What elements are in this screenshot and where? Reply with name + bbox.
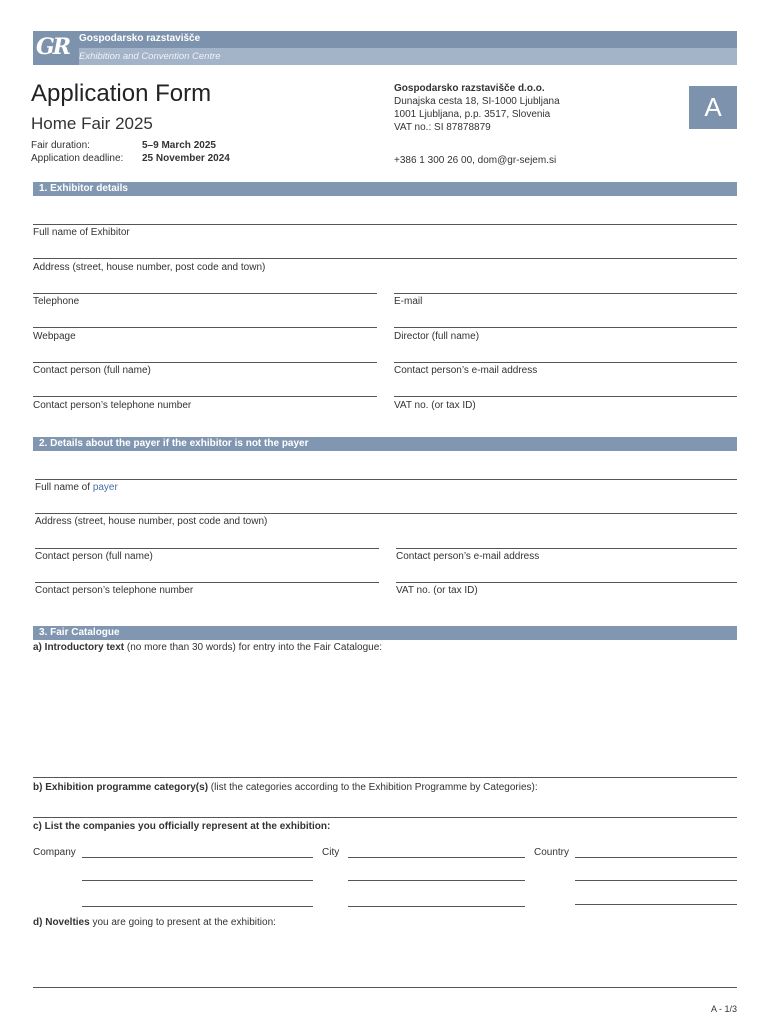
- novelties-bold: d) Novelties: [33, 917, 90, 928]
- form-badge: A: [689, 86, 737, 129]
- telephone-field[interactable]: [33, 293, 377, 294]
- payer-contact-person-label: Contact person (full name): [35, 551, 153, 562]
- deadline-label: Application deadline:: [31, 153, 124, 164]
- payer-name-prefix: Full name of: [35, 482, 93, 493]
- payer-address-label: Address (street, house number, post code and town): [35, 516, 268, 527]
- country-field-3[interactable]: [575, 904, 737, 905]
- vat-field[interactable]: [394, 396, 737, 397]
- contact-email-field[interactable]: [394, 362, 737, 363]
- contact-person-field[interactable]: [33, 362, 377, 363]
- contact-person-label: Contact person (full name): [33, 365, 151, 376]
- payer-contact-person-field[interactable]: [35, 548, 379, 549]
- director-label: Director (full name): [394, 331, 480, 342]
- payer-contact-phone-label: Contact person’s telephone number: [35, 585, 194, 596]
- exhibitor-address-field[interactable]: [33, 258, 737, 259]
- intro-text-rest: (no more than 30 words) for entry into the Fair Catalogue:: [124, 642, 383, 653]
- novelties-line: [33, 987, 737, 988]
- fair-duration-value: 5–9 March 2025: [142, 140, 216, 151]
- payer-word: payer: [92, 482, 118, 493]
- company-label: Company: [33, 847, 76, 858]
- gr-logo-text: GR: [36, 34, 70, 60]
- email-label: E-mail: [394, 296, 423, 307]
- company-field-1[interactable]: [82, 857, 313, 858]
- contact-phone-label: Contact person’s telephone number: [33, 400, 192, 411]
- novelties-area[interactable]: [33, 931, 737, 986]
- represented-companies-question: [33, 821, 330, 832]
- company-vat: VAT no.: SI 87878879: [394, 122, 491, 133]
- webpage-label: Webpage: [33, 331, 76, 342]
- payer-contact-phone-field[interactable]: [35, 582, 379, 583]
- payer-vat-label: VAT no. (or tax ID): [396, 585, 478, 596]
- country-field-2[interactable]: [575, 880, 737, 881]
- contact-email-label: Contact person’s e-mail address: [394, 365, 538, 376]
- payer-address-field[interactable]: [35, 513, 737, 514]
- fair-name: Home Fair 2025: [31, 114, 153, 133]
- payer-contact-email-field[interactable]: [396, 548, 737, 549]
- intro-text-bold: a) Introductory text: [33, 642, 125, 653]
- company-name: Gospodarsko razstavišče d.o.o.: [394, 83, 545, 94]
- payer-contact-email-label: Contact person’s e-mail address: [396, 551, 540, 562]
- represented-companies-bold: c) List the companies you officially represent at the exhibition:: [33, 821, 331, 832]
- company-contact: +386 1 300 26 00, dom@gr-sejem.si: [394, 155, 557, 166]
- page-number: A - 1/3: [710, 1004, 737, 1014]
- novelties-question: [33, 917, 276, 928]
- email-field[interactable]: [394, 293, 737, 294]
- city-label: City: [322, 847, 340, 858]
- exhibitor-name-field[interactable]: [33, 224, 737, 225]
- exhibitor-address-label: Address (street, house number, post code and town): [33, 262, 266, 273]
- section-3-header: 3. Fair Catalogue: [33, 626, 737, 640]
- section-1-header: 1. Exhibitor details: [33, 182, 737, 196]
- fair-duration-label: Fair duration:: [31, 140, 90, 151]
- payer-vat-field[interactable]: [396, 582, 737, 583]
- contact-phone-field[interactable]: [33, 396, 377, 397]
- org-name: Gospodarsko razstavišče: [79, 33, 201, 44]
- intro-text-line: [33, 777, 737, 778]
- city-field-3[interactable]: [348, 906, 525, 907]
- deadline-value: 25 November 2024: [142, 153, 230, 164]
- country-label: Country: [534, 847, 570, 858]
- category-question: [33, 782, 538, 793]
- payer-name-label: [35, 482, 118, 493]
- company-address2: 1001 Ljubljana, p.p. 3517, Slovenia: [394, 109, 551, 120]
- org-subtitle: Exhibition and Convention Centre: [79, 51, 221, 62]
- category-field[interactable]: [33, 817, 737, 818]
- city-field-2[interactable]: [348, 880, 525, 881]
- company-field-2[interactable]: [82, 880, 313, 881]
- form-title: Application Form: [31, 80, 212, 107]
- telephone-label: Telephone: [33, 296, 80, 307]
- novelties-rest: you are going to present at the exhibition:: [89, 917, 276, 928]
- country-field-1[interactable]: [575, 857, 737, 858]
- payer-name-field[interactable]: [35, 479, 737, 480]
- exhibitor-name-label: Full name of Exhibitor: [33, 227, 130, 238]
- director-field[interactable]: [394, 327, 737, 328]
- vat-label: VAT no. (or tax ID): [394, 400, 476, 411]
- section-2-header: 2. Details about the payer if the exhibitor is not the payer: [33, 437, 737, 451]
- intro-text-question: [33, 642, 382, 653]
- company-field-3[interactable]: [82, 906, 313, 907]
- city-field-1[interactable]: [348, 857, 525, 858]
- webpage-field[interactable]: [33, 327, 377, 328]
- category-bold: b) Exhibition programme category(s): [33, 782, 209, 793]
- intro-text-area[interactable]: [33, 656, 737, 776]
- category-rest: (list the categories according to the Exhibition Programme by Categories):: [208, 782, 538, 793]
- company-info: [394, 82, 560, 134]
- company-address1: Dunajska cesta 18, SI-1000 Ljubljana: [394, 96, 560, 107]
